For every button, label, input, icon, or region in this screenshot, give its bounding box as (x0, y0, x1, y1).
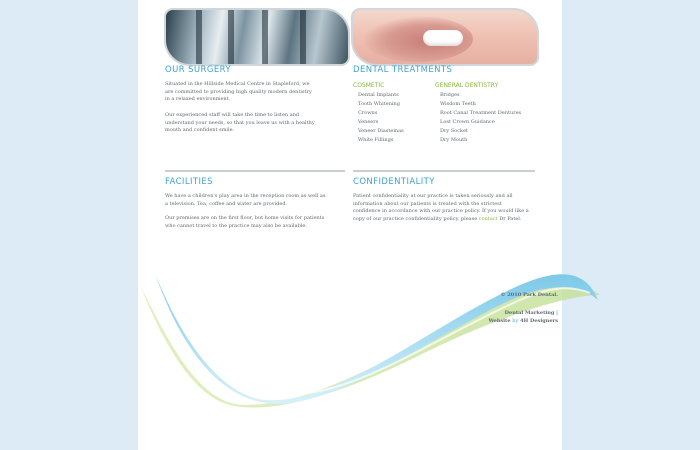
contact-link[interactable]: contact (478, 215, 498, 222)
decorative-wave (0, 255, 700, 450)
list-item[interactable]: Root Canal Treatment Dentures (440, 110, 522, 116)
dental-marketing-link[interactable]: Dental Marketing (504, 310, 555, 316)
divider-right (353, 170, 535, 172)
list-item[interactable]: Tooth Whitening (358, 101, 400, 107)
list-item[interactable]: Dry Socket (440, 128, 469, 134)
general-dentistry-list (440, 91, 521, 145)
facilities-heading: FACILITIES (165, 177, 213, 187)
cosmetic-list (358, 91, 404, 145)
website-credit: Website by 4H Designers (488, 318, 558, 324)
cosmetic-heading: COSMETIC (353, 82, 385, 89)
list-item[interactable]: Dry Mouth (440, 137, 468, 143)
dental-treatments-heading: DENTAL TREATMENTS (353, 65, 453, 75)
our-surgery-text-2: Our experienced staff will take the time to listen and understand your needs, so that you leave us with a healthy mouth and confident smile. (165, 112, 315, 134)
list-item[interactable]: Veneer Diastemas (358, 128, 404, 134)
smile-photo (351, 8, 539, 66)
our-surgery-heading: OUR SURGERY (165, 65, 231, 75)
confidentiality-text: Patient confidentiality at our practice is taken seriously and all information about our patients is treated with the strictest confidence in accordance with our practice policy. If you would like a copy of our practice confidentiality policy, please contact Dr Patel. (353, 193, 529, 222)
surgery-photo (164, 8, 350, 66)
list-item[interactable]: Lost Crown Guidance (440, 119, 495, 125)
facilities-text-1: We have a children's play area in the reception room as well as a television. Tea, coffee and water are provided. (165, 193, 326, 207)
facilities-text-2: Our premises are on the first floor, but home visits for patients who cannot travel to the practice may also be available. (165, 215, 325, 229)
confidentiality-heading: CONFIDENTIALITY (353, 177, 435, 187)
general-dentistry-heading: GENERAL DENTISTRY (435, 82, 499, 89)
list-item[interactable]: Veneers (358, 119, 379, 125)
list-item[interactable]: Wisdom Teeth (440, 101, 476, 107)
list-item[interactable]: White Fillings (358, 137, 394, 143)
list-item[interactable]: Dental Implants (358, 92, 399, 98)
divider-left (165, 170, 345, 172)
our-surgery-text-1: Situated in the Hillside Medical Centre in Stapleford, we are committed to providing high quality modern dentistry in a relaxed environment. (165, 81, 312, 103)
list-item[interactable]: Crowns (358, 110, 378, 116)
list-item[interactable]: Bridges (440, 92, 460, 98)
dental-marketing-credit: Dental Marketing | (504, 310, 558, 316)
designer-link[interactable]: 4H Designers (520, 318, 558, 324)
copyright-text: © 2010 Park Dental. (500, 292, 558, 298)
